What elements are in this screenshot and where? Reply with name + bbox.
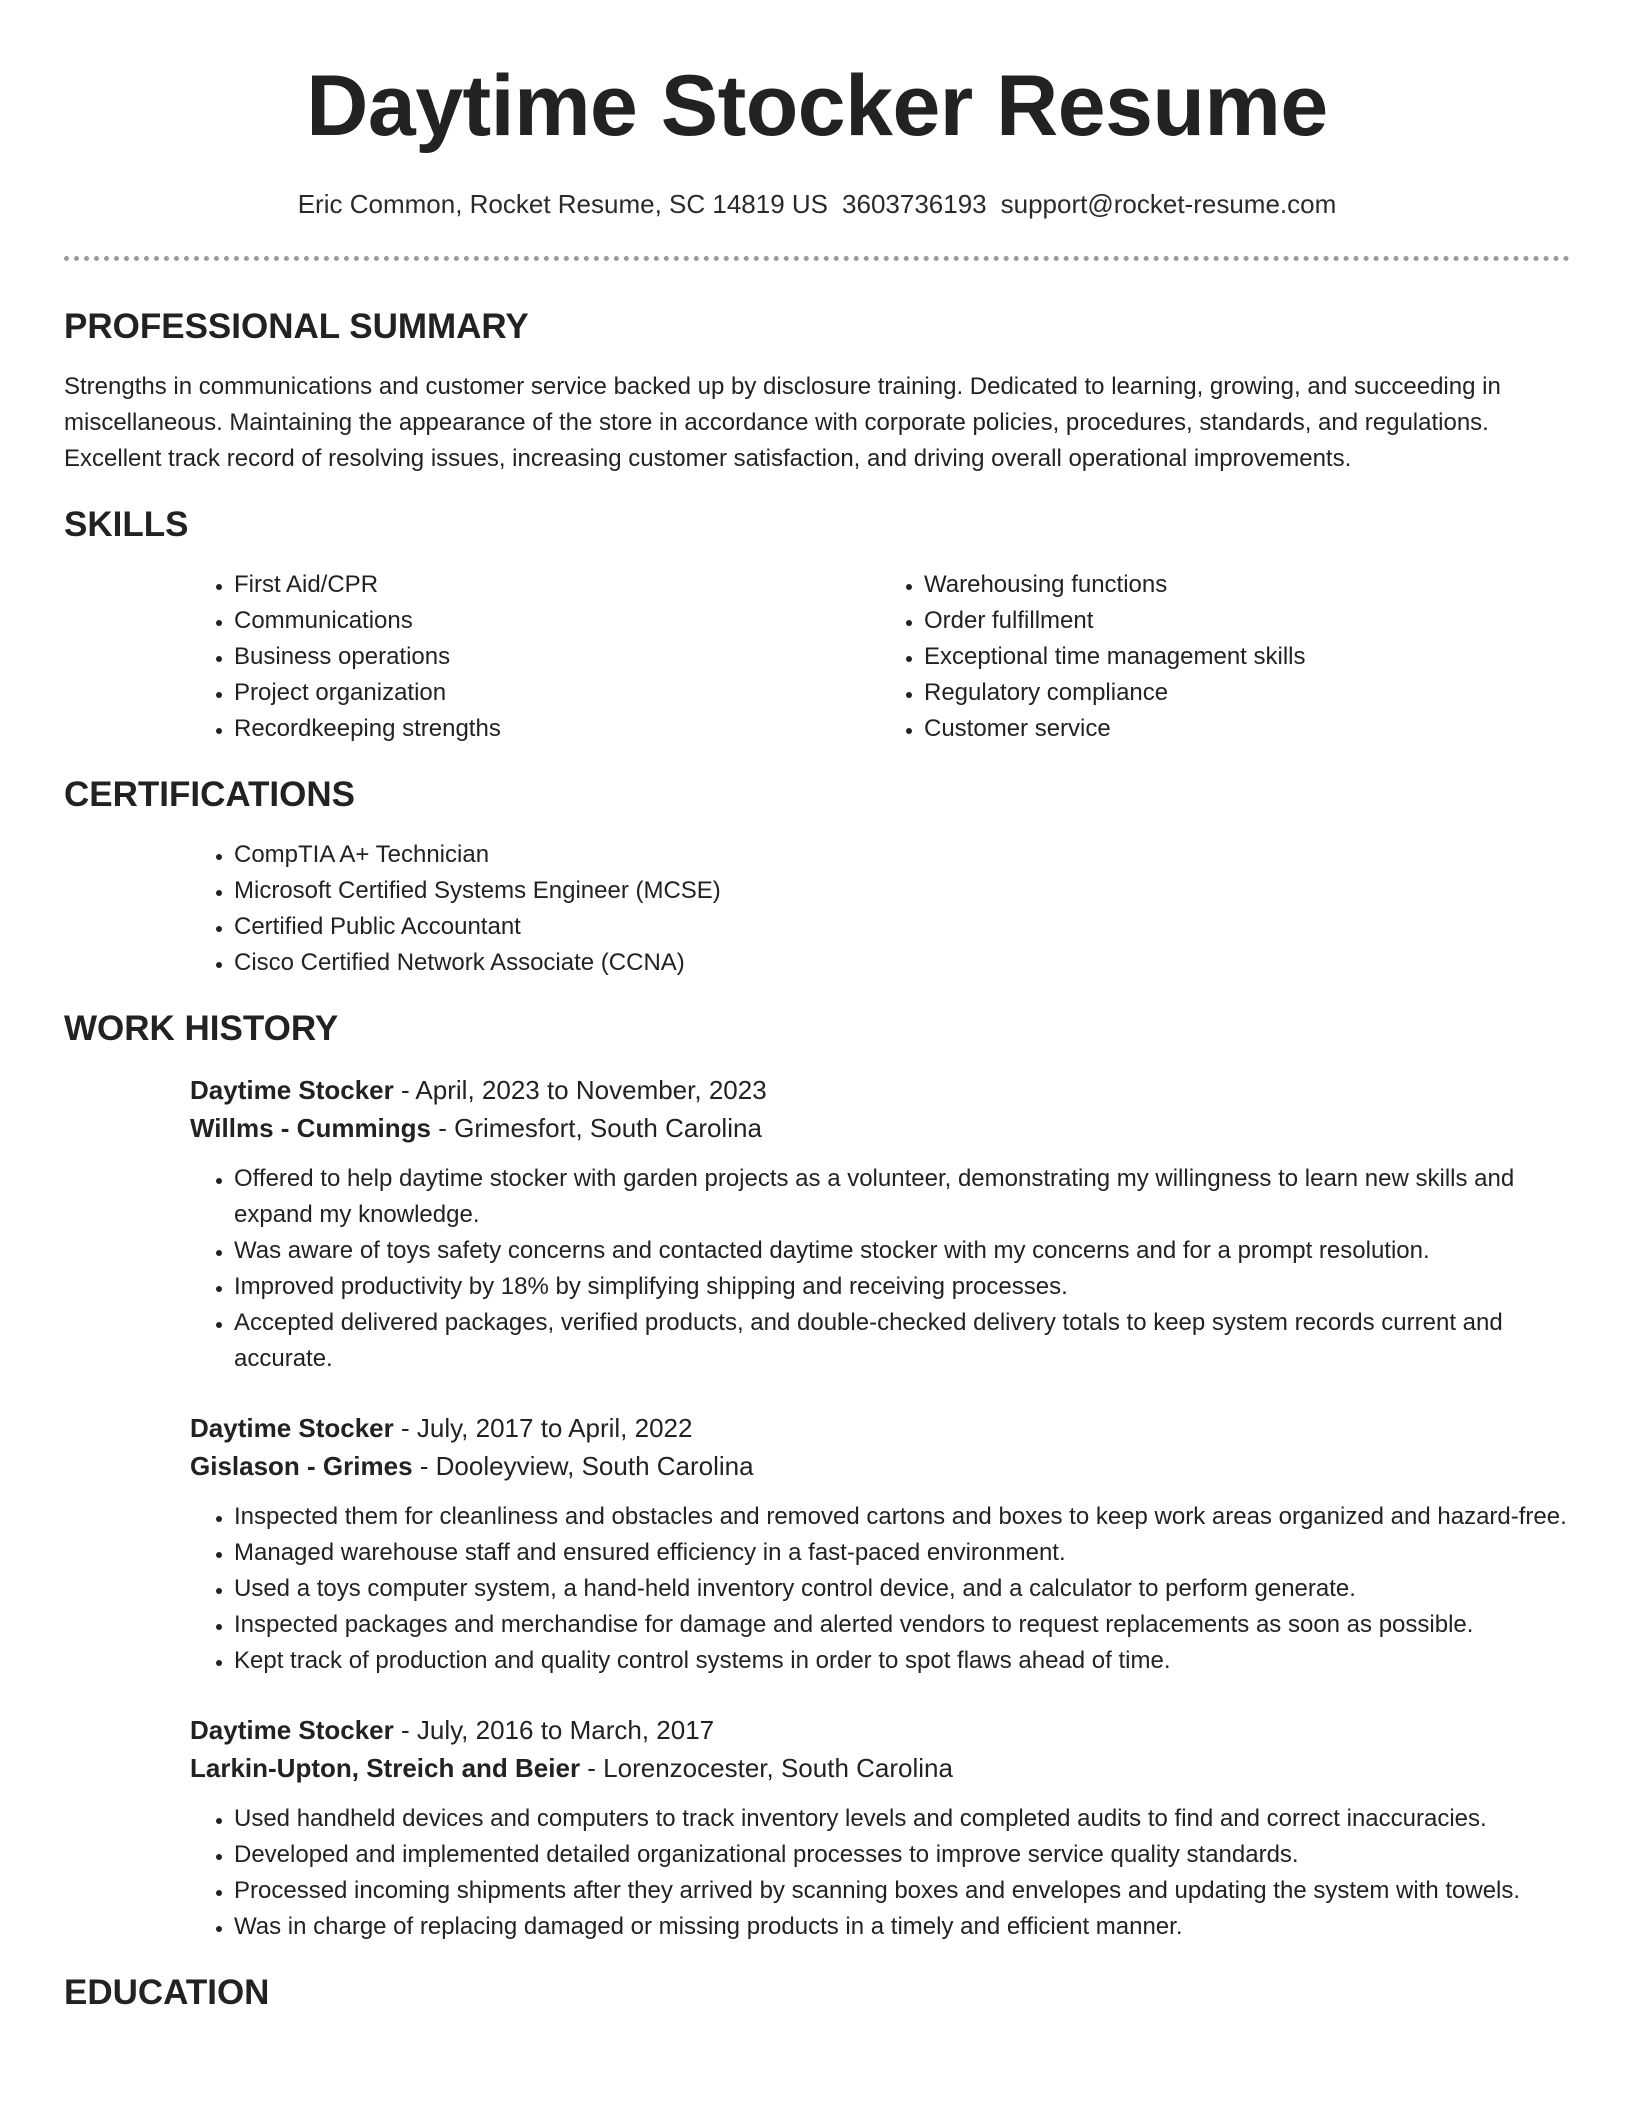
job-title-line [190,1409,1570,1447]
contact-phone: 3603736193 [842,189,987,219]
certifications-section [64,773,1570,981]
job-entry [190,1711,1570,1945]
list-item: • Business operations [234,639,880,675]
job-company-line [190,1447,1570,1485]
job-company: Gislason - Grimes [190,1451,413,1481]
list-item: • Customer service [924,711,1570,747]
summary-text: Strengths in communications and customer service backed up by disclosure training. Dedicated to learning, growing, and succeeding in miscellaneous. Maintaining the appearance of the store in accordance with corporate policies, procedures, standards, and regulations. Excellent track record of resolving issues, increasing customer satisfaction, and driving overall operational improvements. [64,373,1501,472]
job-location: - Grimesfort, South Carolina [431,1113,762,1143]
job-company-line [190,1109,1570,1147]
list-item: • Recordkeeping strengths [234,711,880,747]
list-item: • Was in charge of replacing damaged or missing products in a timely and efficient manner. [234,1909,1570,1945]
education-section [64,1971,1570,2015]
job-location: - Dooleyview, South Carolina [412,1451,754,1481]
job-company: Larkin-Upton, Streich and Beier [190,1753,581,1783]
skills-list-left [190,567,880,747]
list-item: • Order fulfillment [924,603,1570,639]
list-item: • Managed warehouse staff and ensured efficiency in a fast-paced environment. [234,1535,1570,1571]
list-item: • Regulatory compliance [924,675,1570,711]
contact-line [64,184,1570,224]
skills-list-right [880,567,1570,747]
list-item: • Kept track of production and quality control systems in order to spot flaws ahead of time. [234,1643,1570,1679]
list-item: • Accepted delivered packages, verified products, and double-checked delivery totals to keep system records current and accurate. [234,1305,1570,1377]
list-item: • Processed incoming shipments after they arrived by scanning boxes and envelopes and updating the system with towels. [234,1873,1570,1909]
education-heading: EDUCATION [64,1973,270,2012]
skills-section [64,503,1570,747]
job-dates: - July, 2017 to April, 2022 [393,1413,693,1443]
job-entry [190,1071,1570,1377]
job-entry [190,1409,1570,1679]
list-item: • Certified Public Accountant [234,909,1570,945]
job-company: Willms - Cummings [190,1113,432,1143]
job-company-line [190,1749,1570,1787]
job-title: Daytime Stocker [190,1715,394,1745]
job-dates: - April, 2023 to November, 2023 [393,1075,767,1105]
list-item: • Communications [234,603,880,639]
work-history-section [64,1007,1570,1945]
job-bullets [190,1801,1570,1945]
list-item: • Project organization [234,675,880,711]
list-item: • Offered to help daytime stocker with garden projects as a volunteer, demonstrating my willingness to learn new skills and expand my knowledge. [234,1161,1570,1233]
list-item: • Warehousing functions [924,567,1570,603]
certifications-list [190,837,1570,981]
list-item: • Was aware of toys safety concerns and contacted daytime stocker with my concerns and for a prompt resolution. [234,1233,1570,1269]
header-divider [64,256,1570,261]
list-item: • Improved productivity by 18% by simplifying shipping and receiving processes. [234,1269,1570,1305]
resume-page [64,0,1570,2015]
job-title-line [190,1711,1570,1749]
job-dates: - July, 2016 to March, 2017 [393,1715,715,1745]
list-item: • Inspected packages and merchandise for damage and alerted vendors to request replacements as soon as possible. [234,1607,1570,1643]
list-item: • Cisco Certified Network Associate (CCNA) [234,945,1570,981]
certifications-heading: CERTIFICATIONS [64,775,356,814]
job-bullets [190,1499,1570,1679]
list-item: • Used handheld devices and computers to track inventory levels and completed audits to find and correct inaccuracies. [234,1801,1570,1837]
list-item: • CompTIA A+ Technician [234,837,1570,873]
job-title: Daytime Stocker [190,1413,394,1443]
job-title-line [190,1071,1570,1109]
skills-heading: SKILLS [64,505,189,544]
work-history-heading: WORK HISTORY [64,1009,339,1048]
summary-section [64,305,1570,477]
skills-columns [190,567,1570,747]
list-item: • Developed and implemented detailed organizational processes to improve service quality standards. [234,1837,1570,1873]
job-location: - Lorenzocester, South Carolina [580,1753,953,1783]
list-item: • Inspected them for cleanliness and obstacles and removed cartons and boxes to keep work areas organized and hazard-free. [234,1499,1570,1535]
summary-heading: PROFESSIONAL SUMMARY [64,307,529,346]
job-title: Daytime Stocker [190,1075,394,1105]
list-item: • Exceptional time management skills [924,639,1570,675]
resume-title: Daytime Stocker Resume [306,58,1328,154]
list-item: • Microsoft Certified Systems Engineer (MCSE) [234,873,1570,909]
job-bullets [190,1161,1570,1377]
list-item: • First Aid/CPR [234,567,880,603]
contact-address: Eric Common, Rocket Resume, SC 14819 US [297,189,829,219]
list-item: • Used a toys computer system, a hand-held inventory control device, and a calculator to perform generate. [234,1571,1570,1607]
contact-email: support@rocket-resume.com [1000,189,1337,219]
